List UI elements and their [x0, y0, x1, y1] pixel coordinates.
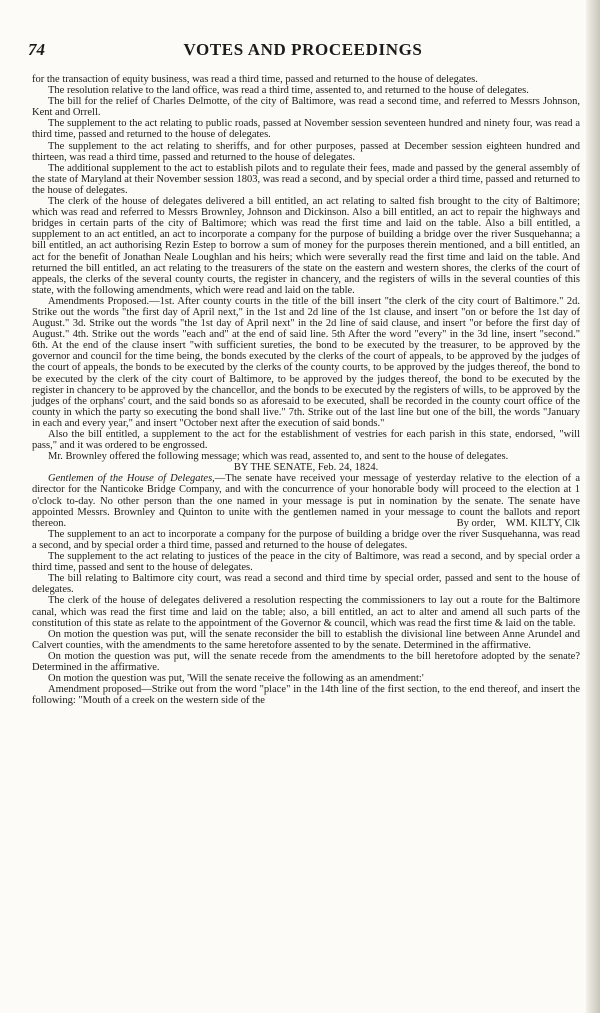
paragraph: The bill for the relief of Charles Delmotte, of the city of Baltimore, was read a second time, and referred to Messrs Johnson, Kent and Orrell. [32, 96, 580, 119]
paragraph: The supplement to an act to incorporate a company for the purpose of building a bridge over the river Susquehanna, was read a second, and by special order a third time, passed and returned to the house of delegates. [32, 528, 580, 551]
amendments-paragraph: Amendments Proposed.—1st. After county courts in the title of the bill insert "the clerk of the city court of Baltimore." 2d. Strike out the words "the first day of April next," in the 1st and 2d line of the 1st clause, and insert "on or before the 1st day of August." 3d. Strike out the words "the 1st day of April next" in the 2d line of said clause, and insert "or before the first day of August." 4th. Strike out the words "each and" at the end of said line. 5th After the word "every" in the 3d line, insert "second." 6th. At the end of the clause insert "with sufficient sureties, the bond to be executed by the treasurer, to be approved by the governor and council for the time being, the bonds executed by the clerks of the court of appeals, to be approved by the judges of the court of appeals, the bonds to be executed by the clerks of the county courts, to be approved by the judges thereof, the bond to be executed by the clerk of the city court of Baltimore, to be approved by the judges thereof, the bond to be executed by the register in chancery to be approved by the chancellor, and the bonds to be executed by the registers of wills, to be approved by the judges of the orphans' court, and the said bonds so as aforesaid to be executed, shall be recorded in the county court office of the county in which the party so executing the bond shall live." 7th. Strike out of the last line but one of the bill, the words "January in each and every year," and insert "October next after the execution of said bonds." [32, 295, 580, 429]
message-heading: BY THE SENATE, Feb. 24, 1824. [233, 462, 379, 474]
paragraph: On motion the question was put, will the senate reconsider the bill to establish the divisional line between Anne Arundel and Calvert counties, with the amendments to the same heretofore assented to by the senate. Determined in the affirmative. [32, 628, 580, 651]
body-text [32, 74, 580, 706]
paragraph: The clerk of the house of delegates delivered a resolution respecting the commissioners to lay out a route for the Baltimore canal, which was read the first time and laid on the table; also, a bill entitled, an act to alter and amend all such parts of the constitution of this state as relate to the appointment of the Governor & council, which was read the first time & laid on the table. [32, 595, 580, 629]
page-number: 74 [28, 40, 45, 59]
page-edge-shadow [586, 0, 600, 1013]
message-text: —The senate have received your message of yesterday relative to the election of a director for the Nanticoke Bridge Company, and with the concurrence of your honorable body will proceed to the election at 1 o'clock to-day. No other person than the one named in your message is put in nomination by the senate. The senate have appointed Messrs. Brownley and Quinton to unite with the gentlemen named in your message to count the ballots and report thereon. [32, 473, 580, 529]
paragraph: The additional supplement to the act to establish pilots and to regulate their fees, made and passed by the general assembly of the state of Maryland at their November session 1803, was read a second, and by special order a third time, passed and returned to the house of delegates. [32, 162, 580, 196]
message-signature: WM. KILTY, Clk [505, 517, 580, 529]
amendment-paragraph: Amendment proposed—Strike out from the word "place" in the 14th line of the first section, to the end thereof, and insert the following: "Mouth of a creek on the western side of the [32, 684, 580, 707]
running-title: VOTES AND PROCEEDINGS [183, 40, 423, 59]
paragraph: The clerk of the house of delegates delivered a bill entitled, an act relating to salted fish brought to the city of Baltimore; which was read and referred to Messrs Brownley, Johnson and Dickinson. Also a bill entitled, an act to repair the highways and bridges in certain parts of the city of Baltimore; which was read the first time and laid on the table. Also a bill entitled, a supplement to an act entitled, an act to incorporate a company for the purpose of building a bridge over the river Susquehanna; a bill entitled, an act authorising Rezin Estep to borrow a sum of money for the purposes therein mentioned, and a bill entitled, an act for the benefit of Jonathan Neale Loughlan and his heirs; which were severally read the first time and laid on the table. And returned the bill entitled, an act relating to the treasurers of the state on the eastern and western shores, the clerks of the court of appeals, the clerks of the several county courts, the register in chancery, and the registers of wills in the several counties of this state, with the following amendments, which were read and laid on the table. [32, 196, 580, 296]
paragraph: The bill relating to Baltimore city court, was read a second and third time by special order, passed and sent to the house of delegates. [32, 573, 580, 596]
paragraph: The supplement to the act relating to justices of the peace in the city of Baltimore, was read a second, and by special order a third time, passed and sent to the house of delegates. [32, 551, 580, 574]
paragraph: The supplement to the act relating to public roads, passed at November session seventeen hundred and ninety four, was read a third time, passed and returned to the house of delegates. [32, 118, 580, 141]
paragraph: for the transaction of equity business, was read a third time, passed and returned to the house of delegates. [32, 74, 478, 85]
paragraph: On motion the question was put, will the senate recede from the amendments to the bill heretofore adopted by the senate? Determined in the affirmative. [32, 650, 580, 673]
message-by-order: By order, [456, 517, 496, 529]
paragraph: Mr. Brownley offered the following message; which was read, assented to, and sent to the house of delegates. [48, 451, 509, 463]
page-header [28, 40, 578, 60]
paragraph: On motion the question was put, 'Will the senate receive the following as an amendment:' [48, 673, 424, 685]
paragraph: Also the bill entitled, a supplement to the act for the establishment of vestries for each parish in this state, endorsed, "will pass," and it was ordered to be engrossed. [32, 429, 580, 452]
message-salutation: Gentlemen of the House of Delegates, [48, 473, 215, 485]
message-paragraph [32, 473, 580, 528]
paragraph: The resolution relative to the land office, was read a third time, assented to, and returned to the house of delegates. [48, 85, 529, 97]
paragraph: The supplement to the act relating to sheriffs, and for other purposes, passed at December session eighteen hundred and thirteen, was read a third time, passed and returned to the house of delegates. [32, 140, 580, 163]
